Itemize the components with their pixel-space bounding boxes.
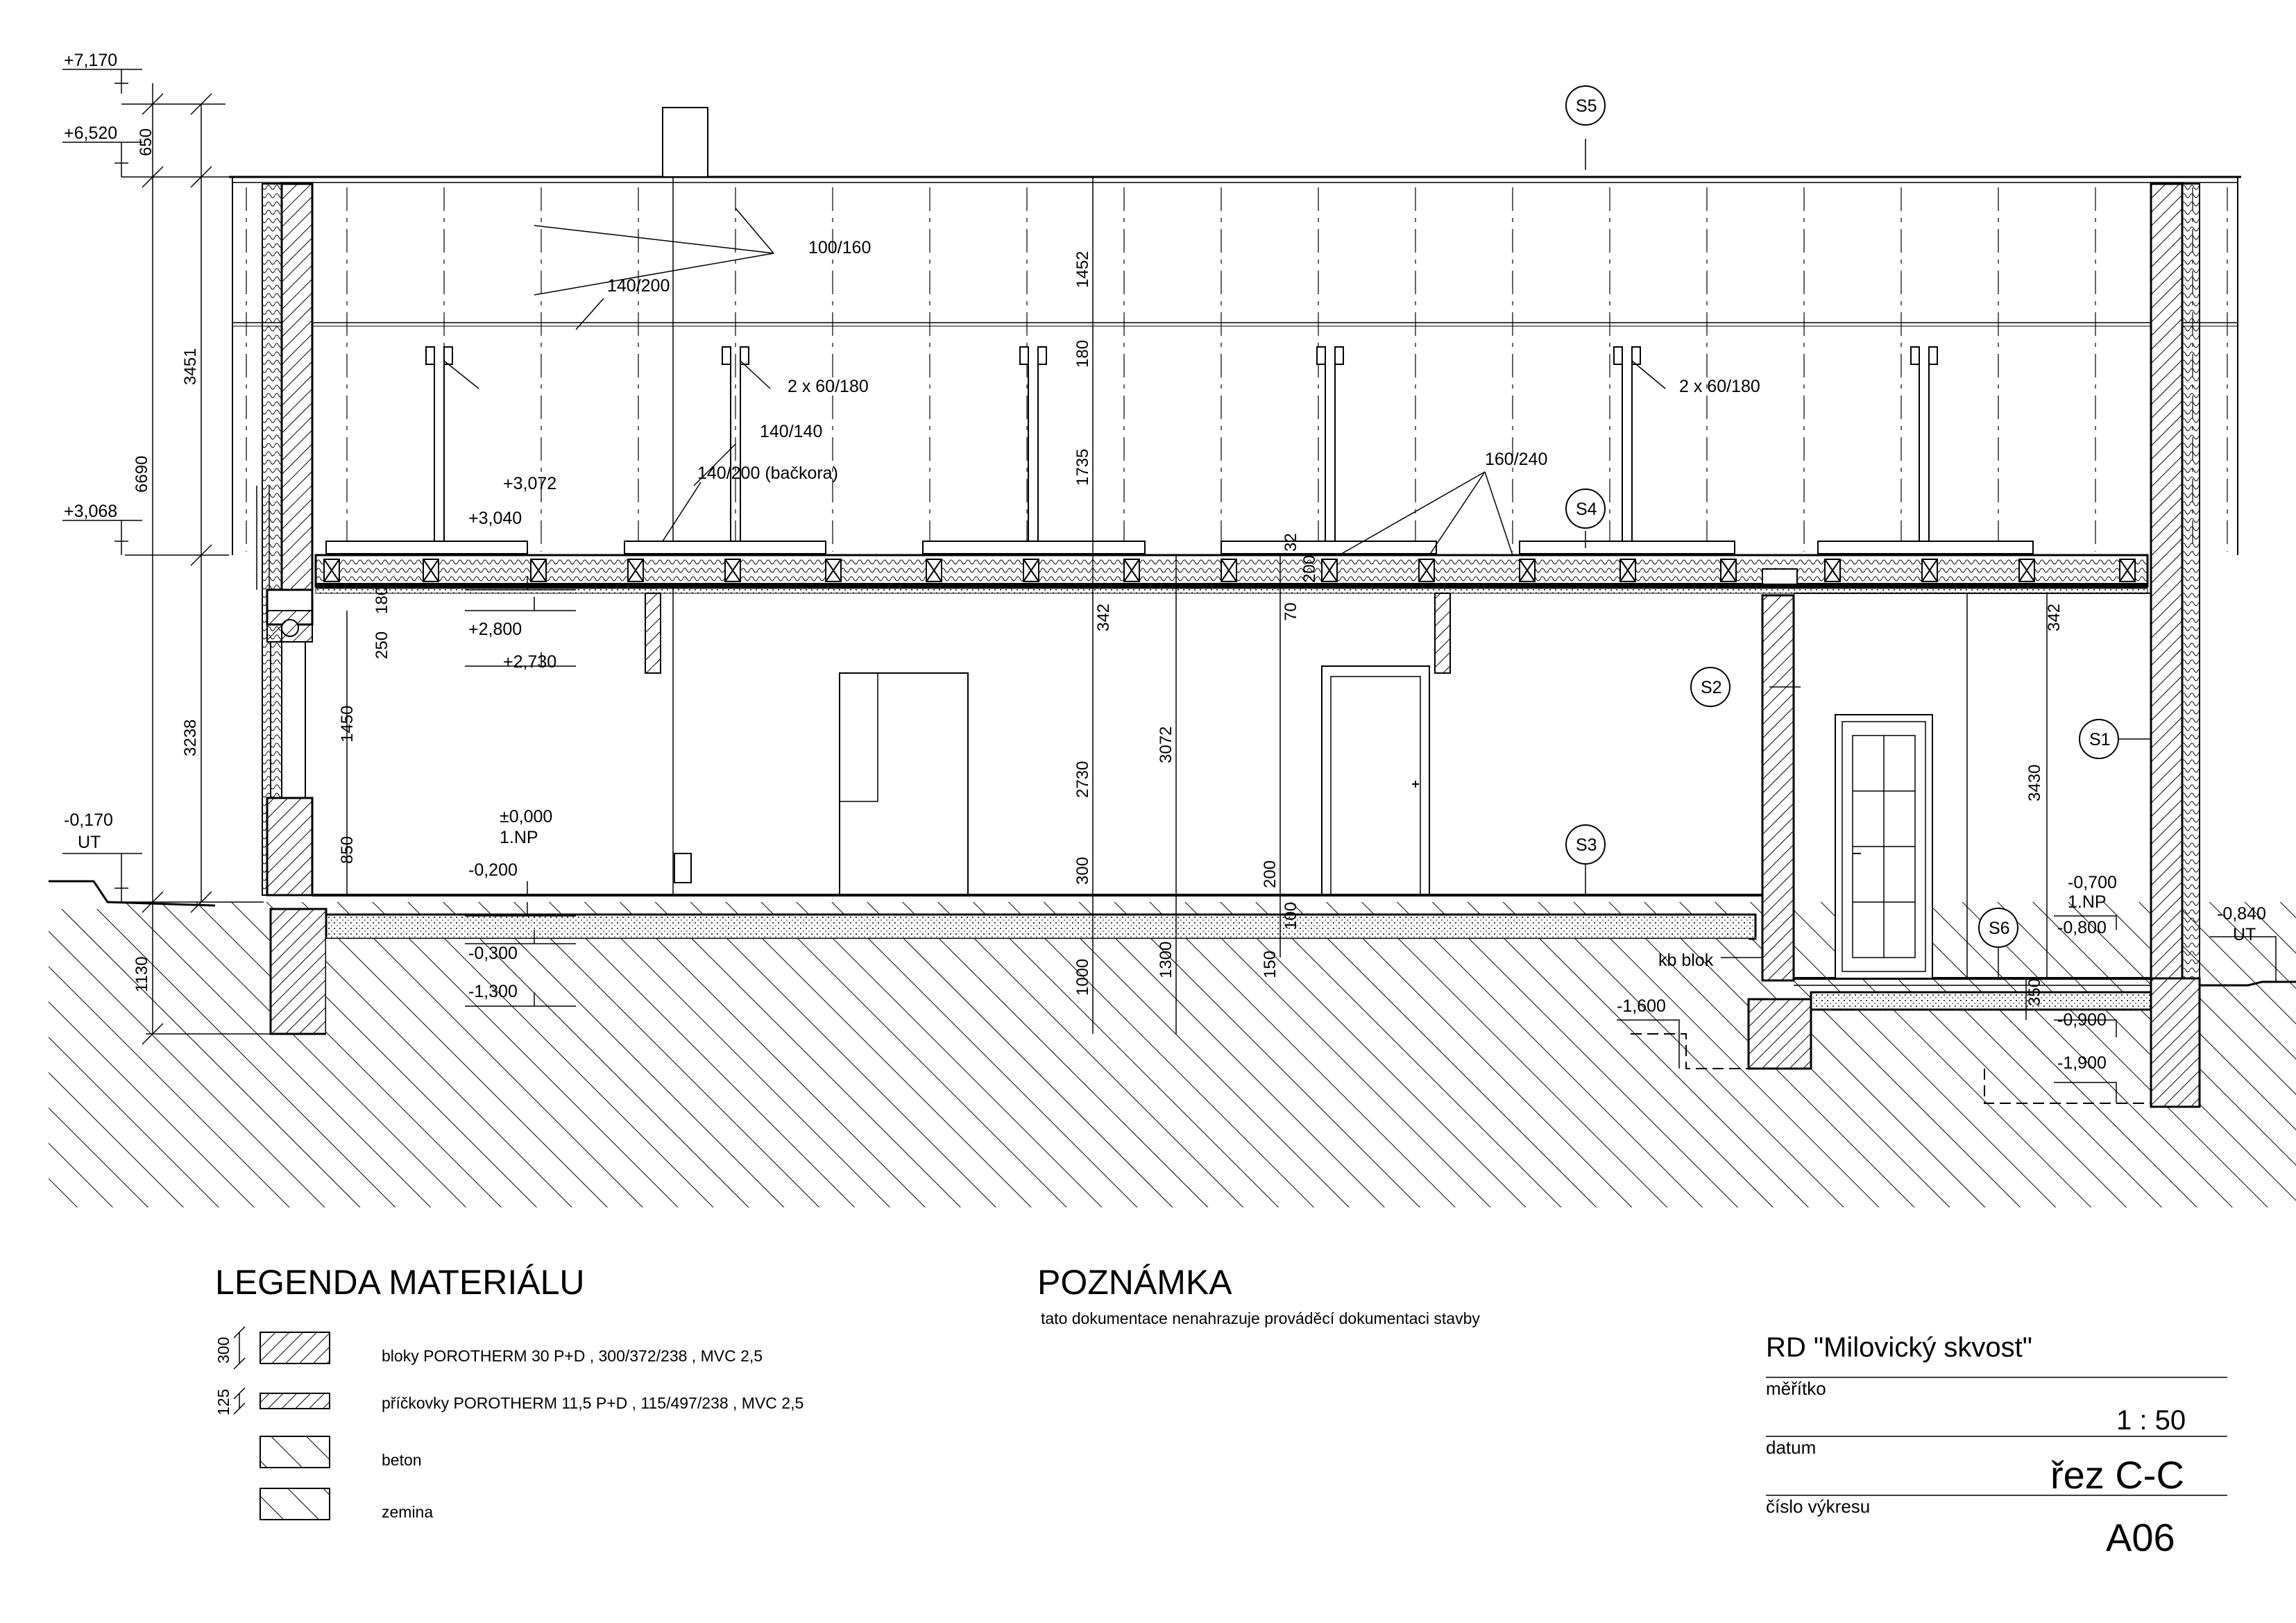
member-label: 2 x 60/180 (788, 377, 869, 396)
level-label: -0,900 (2057, 1010, 2107, 1030)
ceiling-structure (316, 555, 2148, 673)
dim-label: 2730 (1073, 760, 1092, 798)
dim-label: 200 (1300, 554, 1319, 583)
legend-dim: 300 (214, 1336, 232, 1363)
dim-label: 32 (1282, 533, 1300, 552)
dim-label: 3238 (181, 719, 200, 756)
level-label: -1,600 (1617, 996, 1666, 1016)
level-label: +3,072 (503, 474, 557, 493)
section-label: S3 (1576, 835, 1597, 855)
section-label: S1 (2089, 730, 2111, 749)
legend-label: příčkovky POROTHERM 11,5 P+D , 115/497/238 , MVC 2,5 (382, 1394, 804, 1412)
scale-label: měřítko (1766, 1378, 1826, 1399)
legend-label: bloky POROTHERM 30 P+D , 300/372/238 , MVC 2,5 (382, 1347, 763, 1365)
member-label: 2 x 60/180 (1679, 377, 1760, 396)
roof-structure (229, 108, 2241, 895)
dim-label: 100 (1282, 901, 1300, 930)
drawing-number: A06 (2106, 1515, 2175, 1559)
project-name: RD "Milovický skvost" (1766, 1332, 2032, 1363)
dim-label: 250 (373, 631, 391, 659)
level-label: -1,300 (468, 982, 518, 1001)
note (1037, 1263, 1480, 1327)
dim-label: 1450 (338, 705, 357, 742)
legend-label: zemina (382, 1503, 434, 1521)
dim-label: 1300 (1157, 941, 1175, 978)
level-label: +3,040 (468, 509, 522, 528)
dim-label: 650 (137, 128, 155, 156)
section-label: S5 (1576, 96, 1597, 116)
level-label: +6,520 (64, 124, 118, 143)
level-label: -0,300 (468, 944, 518, 963)
section-label: S4 (1576, 500, 1597, 519)
member-label: 140/140 (760, 422, 823, 441)
dim-label: 200 (1261, 860, 1279, 888)
dim-label: 300 (1073, 856, 1092, 885)
dim-label: 850 (338, 835, 357, 864)
legend-item (260, 1488, 433, 1521)
level-label: -0,200 (468, 860, 518, 880)
legend-dim: 125 (214, 1388, 232, 1416)
section-label: S2 (1701, 678, 1722, 697)
swatch-porotherm-115 (260, 1393, 330, 1409)
dim-label: 70 (1282, 602, 1300, 621)
date-label: datum (1766, 1437, 1817, 1458)
dim-label: 1735 (1073, 448, 1092, 486)
swatch-beton (260, 1436, 330, 1468)
dim-label: 180 (1073, 339, 1092, 368)
section-label: S6 (1989, 919, 2010, 938)
note-text: tato dokumentace nenahrazuje prováděcí dokumentaci stavby (1041, 1309, 1480, 1327)
dim-label: 1130 (133, 956, 151, 992)
title-block (1766, 1332, 2227, 1559)
dim-label: 342 (1094, 603, 1113, 631)
kb-blok-label: kb blok (1658, 951, 1714, 970)
dim-label: 6690 (133, 455, 151, 493)
legend-item (214, 1327, 763, 1369)
dim-label: 3451 (181, 348, 200, 385)
swatch-porotherm-30 (260, 1332, 330, 1363)
swatch-zemina (260, 1488, 330, 1520)
dim-label: 150 (1261, 950, 1279, 978)
member-label: 140/200 (607, 276, 670, 296)
legend-item (260, 1436, 422, 1469)
dim-label: 180 (373, 586, 391, 614)
dim-label: 350 (2025, 978, 2044, 1006)
dim-label: 1000 (1073, 958, 1092, 996)
drawing-name: řez C-C (2050, 1453, 2184, 1497)
member-label: 160/240 (1485, 450, 1548, 469)
member-label: 140/200 (bačkora) (697, 464, 838, 483)
dim-label: 3072 (1157, 726, 1175, 763)
note-title: POZNÁMKA (1037, 1263, 1232, 1302)
member-label: 100/160 (808, 238, 871, 257)
level-label: -1,900 (2057, 1053, 2107, 1073)
legend-title: LEGENDA MATERIÁLU (215, 1263, 585, 1302)
level-label: ±0,000 (500, 807, 553, 826)
level-label: -0,800 (2057, 918, 2107, 937)
level-label: 1.NP (2068, 892, 2107, 912)
dim-label: 342 (2045, 603, 2064, 631)
legend-label: beton (382, 1451, 422, 1469)
level-label: 1.NP (500, 828, 538, 847)
level-label: -0,700 (2068, 873, 2117, 892)
level-label: +3,068 (64, 502, 118, 521)
dim-label: 1452 (1073, 250, 1092, 288)
level-label: UT (78, 833, 101, 852)
level-label: +7,170 (64, 51, 118, 70)
level-label: +2,800 (468, 620, 522, 639)
level-label: -0,170 (64, 810, 113, 830)
legend (214, 1263, 803, 1521)
dim-label: 3430 (2025, 764, 2044, 801)
number-label: číslo výkresu (1766, 1496, 1871, 1517)
level-label: +2,730 (503, 652, 557, 672)
legend-item (214, 1388, 803, 1416)
scale-value: 1 : 50 (2116, 1405, 2186, 1436)
level-label: -0,840 (2217, 904, 2266, 924)
level-label: UT (2233, 925, 2256, 944)
